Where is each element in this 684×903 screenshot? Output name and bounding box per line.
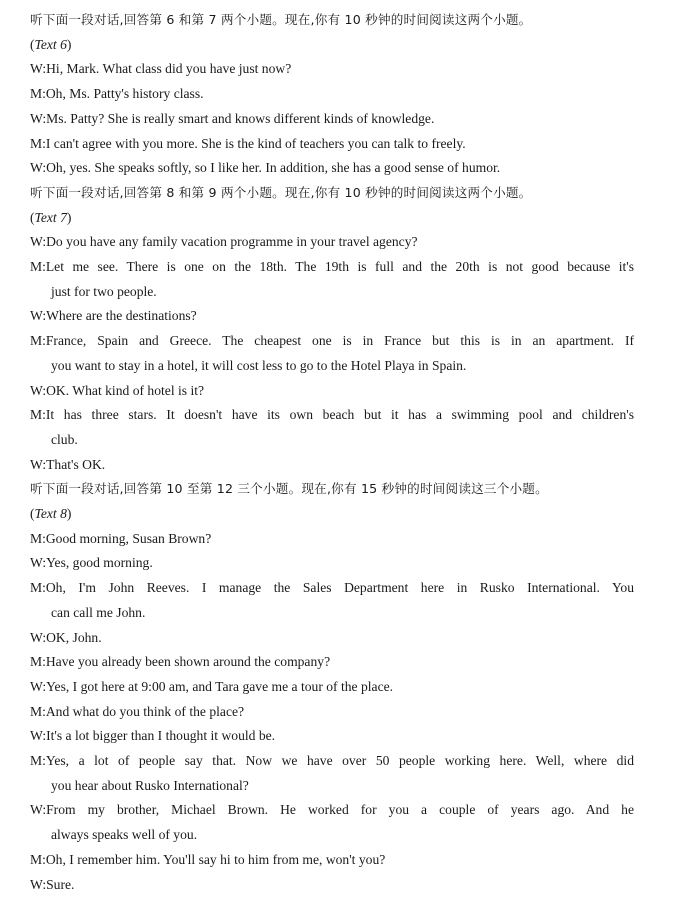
dialog-line: W:Yes, good morning. — [30, 555, 153, 571]
dialog-line: W:Sure. — [30, 876, 75, 892]
dialog-continuation: can call me John. — [51, 604, 146, 620]
dialog-continuation: always speaks well of you. — [51, 827, 198, 843]
dialog-line: W:That's OK. — [30, 456, 106, 472]
dialog-line: M:Oh, I remember him. You'll say hi to him from me, won't you? — [30, 851, 386, 867]
dialog-line: W:Oh, yes. She speaks softly, so I like her. In addition, she has a good sense of humor. — [30, 160, 501, 176]
text-label — [30, 209, 634, 227]
dialog-line: M:I can't agree with you more. She is the kind of teachers you can talk to freely. — [30, 135, 466, 151]
label-close-paren: ) — [66, 36, 72, 52]
dialog-line: M:Let me see. There is one on the 18th. The 19th is full and the 20th is not good because it's — [30, 259, 634, 274]
dialog-continuation: you want to stay in a hotel, it will cost less to go to the Hotel Playa in Spain. — [51, 357, 467, 373]
label-open-paren: ( — [30, 506, 35, 521]
dialog-continuation: club. — [51, 431, 78, 447]
dialog-line: W:Yes, I got here at 9:00 am, and Tara gave me a tour of the place. — [30, 678, 394, 694]
dialog-line: M:France, Spain and Greece. The cheapest one is in France but this is in an apartment. If — [30, 333, 634, 349]
dialog-continuation: you hear about Rusko International? — [51, 777, 249, 793]
dialog-line: M:Oh, Ms. Patty's history class. — [30, 86, 204, 102]
text-label — [30, 36, 634, 54]
section-instruction: 听下面一段对话,回答第 8 和第 9 两个小题。现在,你有 10 秒钟的时间阅读这两个小题。 — [30, 184, 532, 200]
dialog-line: M:Have you already been shown around the company? — [30, 654, 331, 670]
label-close-paren: ) — [66, 506, 72, 521]
label-text: Text 8 — [34, 506, 67, 521]
dialog-line: W:Hi, Mark. What class did you have just now? — [30, 61, 292, 77]
dialog-line: M:And what do you think of the place? — [30, 703, 245, 719]
label-open-paren: ( — [30, 209, 35, 225]
dialog-continuation: just for two people. — [51, 283, 157, 299]
dialog-line: M:Good morning, Susan Brown? — [30, 530, 212, 546]
section-instruction: 听下面一段对话,回答第 10 至第 12 三个小题。现在,你有 15 秒钟的时间阅读这三个小题。 — [30, 481, 548, 497]
label-close-paren: ) — [66, 209, 72, 225]
text-label — [30, 505, 634, 523]
section-instruction: 听下面一段对话,回答第 6 和第 7 两个小题。现在,你有 10 秒钟的时间阅读这两个小题。 — [30, 12, 532, 27]
dialog-line: W:Ms. Patty? She is really smart and knows different kinds of knowledge. — [30, 110, 435, 126]
dialog-line: M:Oh, I'm John Reeves. I manage the Sales Department here in Rusko International. You — [30, 580, 634, 596]
dialog-line: W:Where are the destinations? — [30, 308, 197, 324]
dialog-line: W:OK, John. — [30, 629, 102, 645]
dialog-line: M:Yes, a lot of people say that. Now we have over 50 people working here. Well, where did — [30, 753, 634, 768]
dialog-line: W:Do you have any family vacation programme in your travel agency? — [30, 234, 418, 250]
label-text: Text 7 — [34, 209, 67, 225]
dialog-line: W:OK. What kind of hotel is it? — [30, 382, 205, 398]
label-text: Text 6 — [34, 36, 67, 52]
dialog-line: M:It has three stars. It doesn't have its own beach but it has a swimming pool and children's — [30, 407, 634, 423]
dialog-line: W:It's a lot bigger than I thought it would be. — [30, 728, 276, 744]
dialog-line: W:From my brother, Michael Brown. He worked for you a couple of years ago. And he — [30, 802, 634, 818]
label-open-paren: ( — [30, 36, 35, 52]
